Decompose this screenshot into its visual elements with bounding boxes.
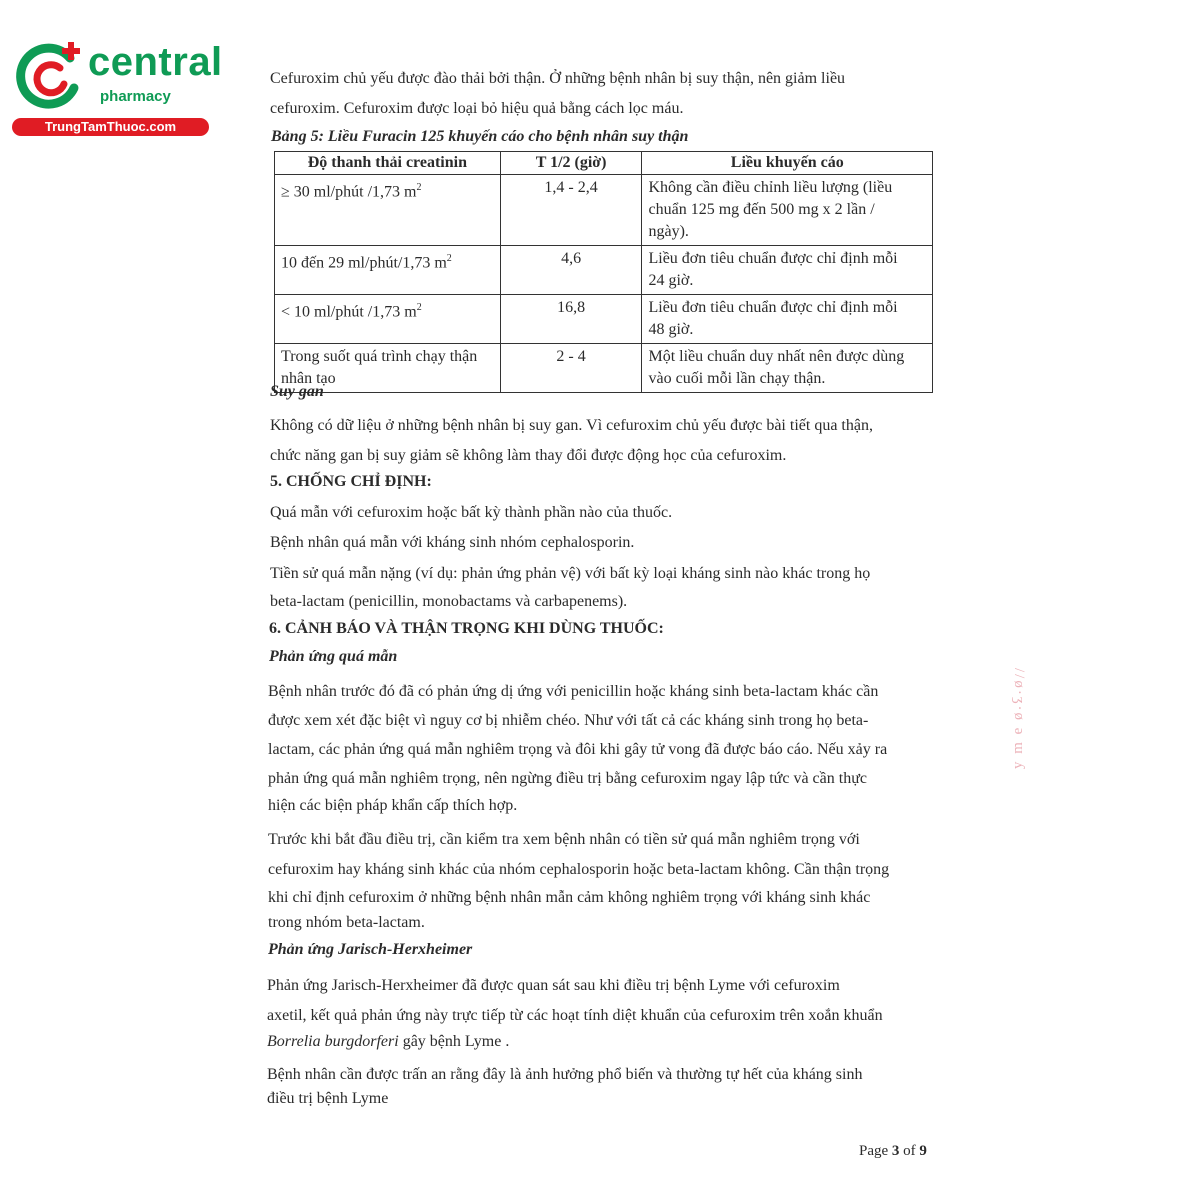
warn-subtitle-hypersensitivity: Phản ứng quá mẫn	[269, 648, 398, 665]
table-cell-half-life: 2 - 4	[500, 344, 642, 393]
table-header-row	[275, 152, 933, 175]
table-cell-dose: Liều đơn tiêu chuẩn được chỉ định mỗi 24 giờ.	[642, 246, 933, 295]
intro-line-2: cefuroxim. Cefuroxim được loại bỏ hiệu quả bằng cách lọc máu.	[270, 100, 684, 117]
table-cell-dose: Liều đơn tiêu chuẩn được chỉ định mỗi 48 giờ.	[642, 295, 933, 344]
warn-p2-line: khi chỉ định cefuroxim ở những bệnh nhân mẫn cảm không nghiêm trọng với kháng sinh khác	[268, 889, 871, 906]
renal-dose-table	[274, 151, 933, 393]
warn-p3-line: axetil, kết quả phản ứng này trực tiếp từ các hoạt tính diệt khuẩn của cefuroxim trên xoắn khuẩn	[267, 1007, 883, 1024]
warn-p4-line: Bệnh nhân cần được trấn an rằng đây là ảnh hưởng phổ biến và thường tự hết của kháng sinh	[267, 1066, 863, 1083]
liver-title: Suy gan	[270, 383, 324, 400]
table-header: T 1/2 (giờ)	[500, 152, 642, 175]
warn-subtitle-jarisch: Phản ứng Jarisch-Herxheimer	[268, 941, 473, 958]
warn-p3-line: Phản ứng Jarisch-Herxheimer đã được quan sát sau khi điều trị bệnh Lyme với cefuroxim	[267, 977, 840, 994]
page-indicator: Page 3 of 9	[859, 1143, 927, 1159]
contra-line-1: Quá mẫn với cefuroxim hoặc bất kỳ thành phần nào của thuốc.	[270, 504, 673, 521]
logo-mark-icon	[12, 38, 92, 118]
pharmacy-logo	[12, 38, 223, 136]
table-cell-half-life: 1,4 - 2,4	[500, 175, 642, 246]
table-cell-clearance: < 10 ml/phút /1,73 $m^2$	[275, 295, 501, 344]
faint-stamp: //ø·ʒ·ø ə ɯ ʎ	[1011, 668, 1027, 772]
table-header: Độ thanh thải creatinin	[275, 152, 501, 175]
warn-p1-line: phản ứng quá mẫn nghiêm trọng, nên ngừng điều trị bằng cefuroxim ngay lập tức và cần thực	[268, 770, 867, 787]
table-cell-dose: Một liều chuẩn duy nhất nên được dùng vào cuối mỗi lần chạy thận.	[642, 344, 933, 393]
warn-p1-line: hiện các biện pháp khẩn cấp thích hợp.	[268, 797, 518, 814]
table-cell-clearance: ≥ 30 ml/phút /1,73 $m^2$	[275, 175, 501, 246]
warn-p4-line: điều trị bệnh Lyme	[267, 1090, 389, 1107]
table-header: Liều khuyến cáo	[642, 152, 933, 175]
brand-subtitle: pharmacy	[100, 88, 171, 105]
contra-title: 5. CHỐNG CHỈ ĐỊNH:	[270, 473, 432, 490]
warn-p2-line: trong nhóm beta-lactam.	[268, 914, 425, 931]
table-row	[275, 344, 933, 393]
table-cell-dose: Không cần điều chỉnh liều lượng (liều chuẩn 125 mg đến 500 mg x 2 lần / ngày).	[642, 175, 933, 246]
warn-title: 6. CẢNH BÁO VÀ THẬN TRỌNG KHI DÙNG THUỐC:	[269, 620, 664, 637]
warn-p3-line-3: Borrelia burgdorferi gây bệnh Lyme .	[267, 1033, 510, 1050]
warn-p1-line: lactam, các phản ứng quá mẫn nghiêm trọng và đôi khi gây tử vong đã được báo cáo. Nếu xảy ra	[268, 741, 888, 758]
contra-line-3: Tiền sử quá mẫn nặng (ví dụ: phản ứng phản vệ) với bất kỳ loại kháng sinh nào khác trong họ	[270, 565, 871, 582]
brand-website: TrungTamThuoc.com	[12, 118, 209, 136]
contra-line-2: Bệnh nhân quá mẫn với kháng sinh nhóm cephalosporin.	[270, 534, 635, 551]
table-cell-clearance: Trong suốt quá trình chạy thận nhân tạo	[275, 344, 501, 393]
table-row	[275, 295, 933, 344]
table-cell-half-life: 4,6	[500, 246, 642, 295]
table-cell-half-life: 16,8	[500, 295, 642, 344]
warn-p1-line: Bệnh nhân trước đó đã có phản ứng dị ứng với penicillin hoặc kháng sinh beta-lactam khác cần	[268, 683, 879, 700]
liver-line-1: Không có dữ liệu ở những bệnh nhân bị suy gan. Vì cefuroxim chủ yếu được bài tiết qua thận,	[270, 417, 873, 434]
contra-line-4: beta-lactam (penicillin, monobactams và carbapenems).	[270, 593, 628, 610]
warn-p2-line: cefuroxim hay kháng sinh khác của nhóm cephalosporin hoặc beta-lactam không. Cần thận trọng	[268, 861, 890, 878]
table-row	[275, 246, 933, 295]
warn-p1-line: được xem xét đặc biệt vì nguy cơ bị nhiễm chéo. Như với tất cả các kháng sinh trong họ beta-	[268, 712, 869, 729]
table-row	[275, 175, 933, 246]
warn-p2-line: Trước khi bắt đầu điều trị, cần kiểm tra xem bệnh nhân có tiền sử quá mẫn nghiêm trọng với	[268, 831, 860, 848]
table-cell-clearance: 10 đến 29 ml/phút/1,73 $m^2$	[275, 246, 501, 295]
intro-line-1: Cefuroxim chủ yếu được đào thải bởi thận. Ở những bệnh nhân bị suy thận, nên giảm liều	[270, 70, 846, 87]
table-caption: Bảng 5: Liều Furacin 125 khuyến cáo cho bệnh nhân suy thận	[271, 128, 689, 145]
liver-line-2: chức năng gan bị suy giảm sẽ không làm thay đổi được động học của cefuroxim.	[270, 447, 787, 464]
brand-name: central	[88, 40, 223, 84]
